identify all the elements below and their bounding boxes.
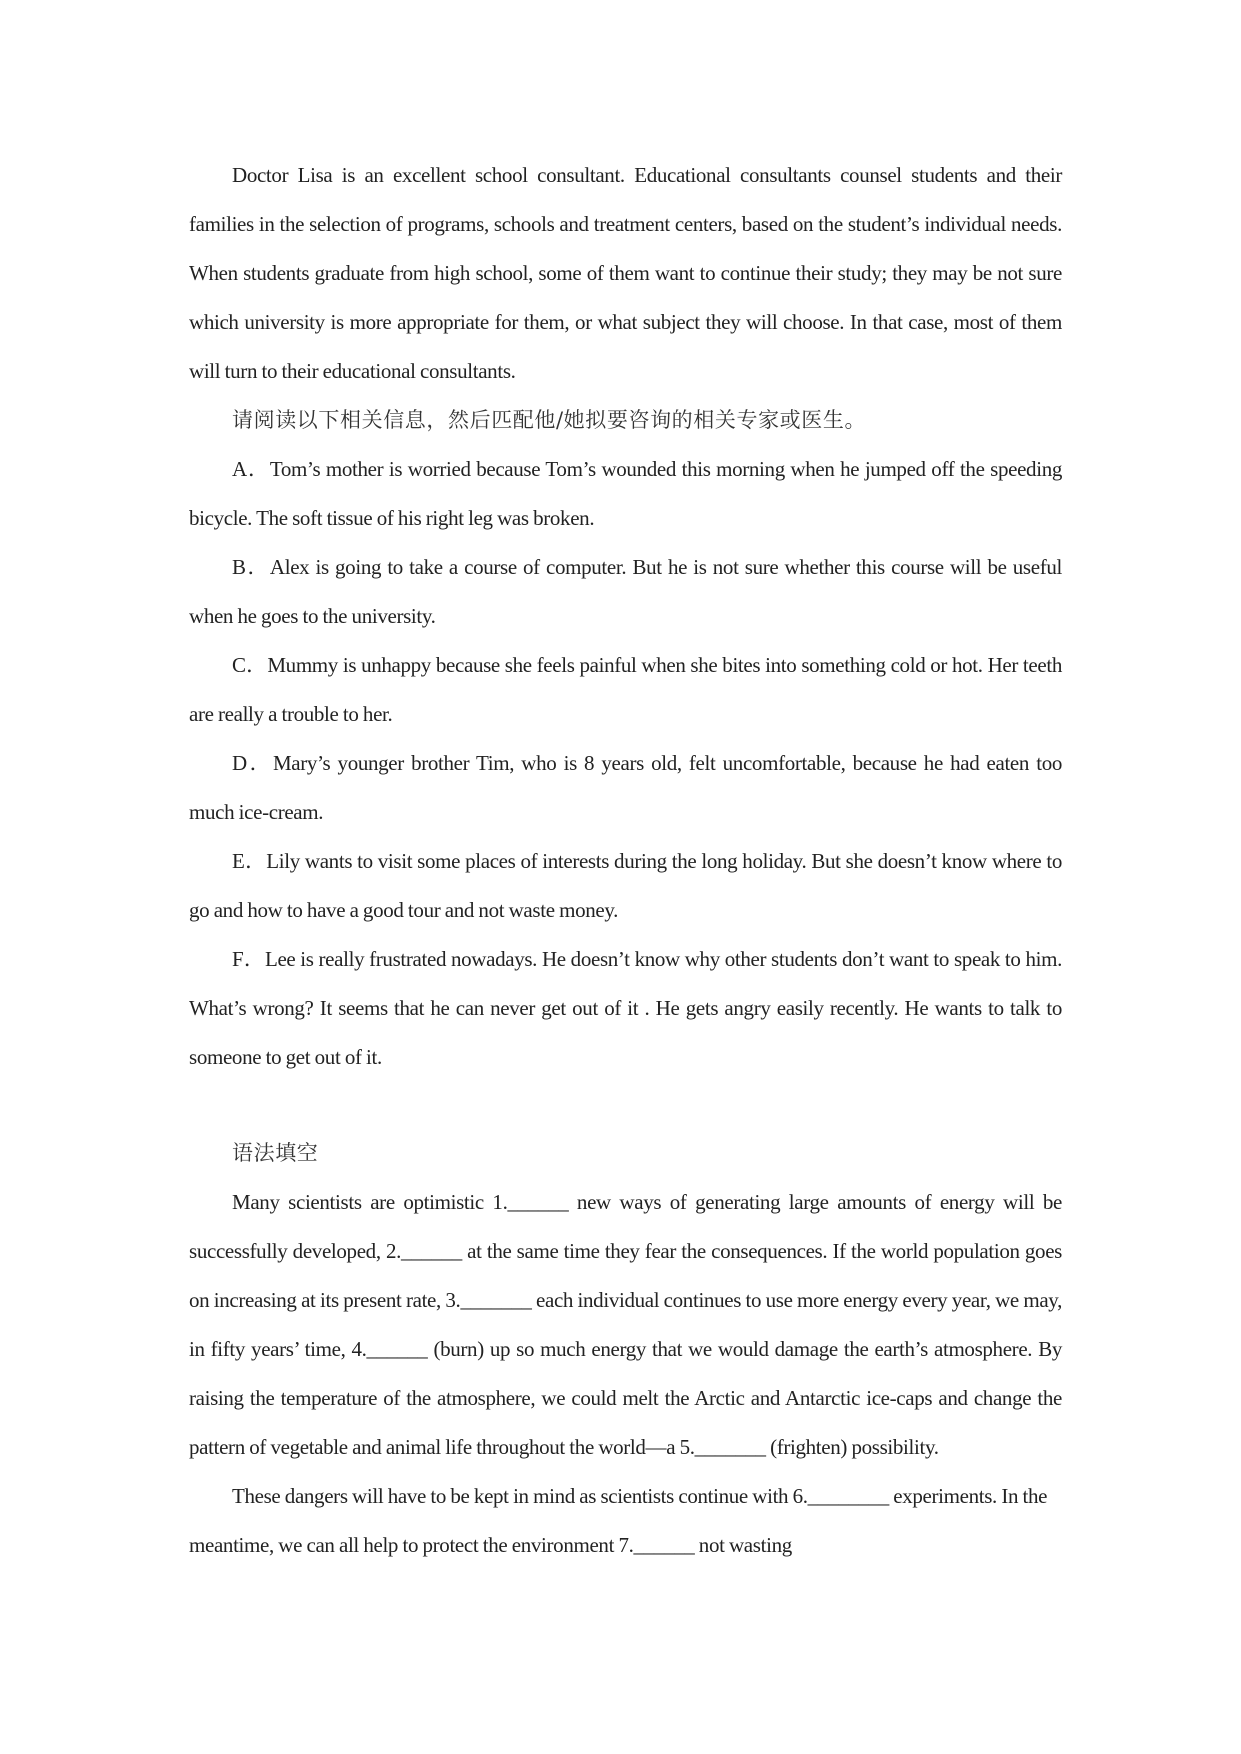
cloze-paragraph-1: Many scientists are optimistic 1.______ new ways of generating large amounts of energy will be successfully developed, 2.______ at the same time they fear the consequences. If the world population goes on increasing at its present rate, 3._______ each individual continues to use more energy every year, we may, in fifty years’ time, 4.______ (burn) up so much energy that we would damage the earth’s atmosphere. By raising the temperature of the atmosphere, we could melt the Arctic and Antarctic ice-caps and change the pattern of vegetable and animal life throughout the world—a 5._______ (frighten) possibility. (189, 1190, 1062, 1459)
cloze-section (189, 1129, 1062, 1570)
cloze-paragraph-2: These dangers will have to be kept in mind as scientists continue with 6.________ experiments. In the meantime, we can all help to protect the environment 7.______ not wasting (189, 1484, 1048, 1557)
option-a: A．Tom’s mother is worried because Tom’s wounded this morning when he jumped off the speeding bicycle. The soft tissue of his right leg was broken. (189, 457, 1062, 530)
option-e: E．Lily wants to visit some places of interests during the long holiday. But she doesn’t know where to go and how to have a good tour and not waste money. (189, 849, 1062, 922)
instruction-text: 请阅读以下相关信息，然后匹配他/她拟要咨询的相关专家或医生。 (232, 408, 867, 432)
section-title: 语法填空 (232, 1141, 319, 1165)
option-c: C．Mummy is unhappy because she feels painful when she bites into something cold or hot. Her teeth are really a trouble to her. (189, 653, 1062, 726)
option-f: F．Lee is really frustrated nowadays. He doesn’t know why other students don’t want to speak to him. What’s wrong? It seems that he can never get out of it . He gets angry easily recently. He wants to talk to someone to get out of it. (189, 947, 1062, 1069)
option-d: D．Mary’s younger brother Tim, who is 8 years old, felt uncomfortable, because he had eaten too much ice-cream. (189, 751, 1062, 824)
matching-section (189, 151, 1062, 1082)
intro-paragraph: Doctor Lisa is an excellent school consultant. Educational consultants counsel students and their families in the selection of programs, schools and treatment centers, based on the student’s individual needs. When students graduate from high school, some of them want to continue their study; they may be not sure which university is more appropriate for them, or what subject they will choose. In that case, most of them will turn to their educational consultants. (189, 163, 1062, 383)
option-b: B．Alex is going to take a course of computer. But he is not sure whether this course will be useful when he goes to the university. (189, 555, 1062, 628)
